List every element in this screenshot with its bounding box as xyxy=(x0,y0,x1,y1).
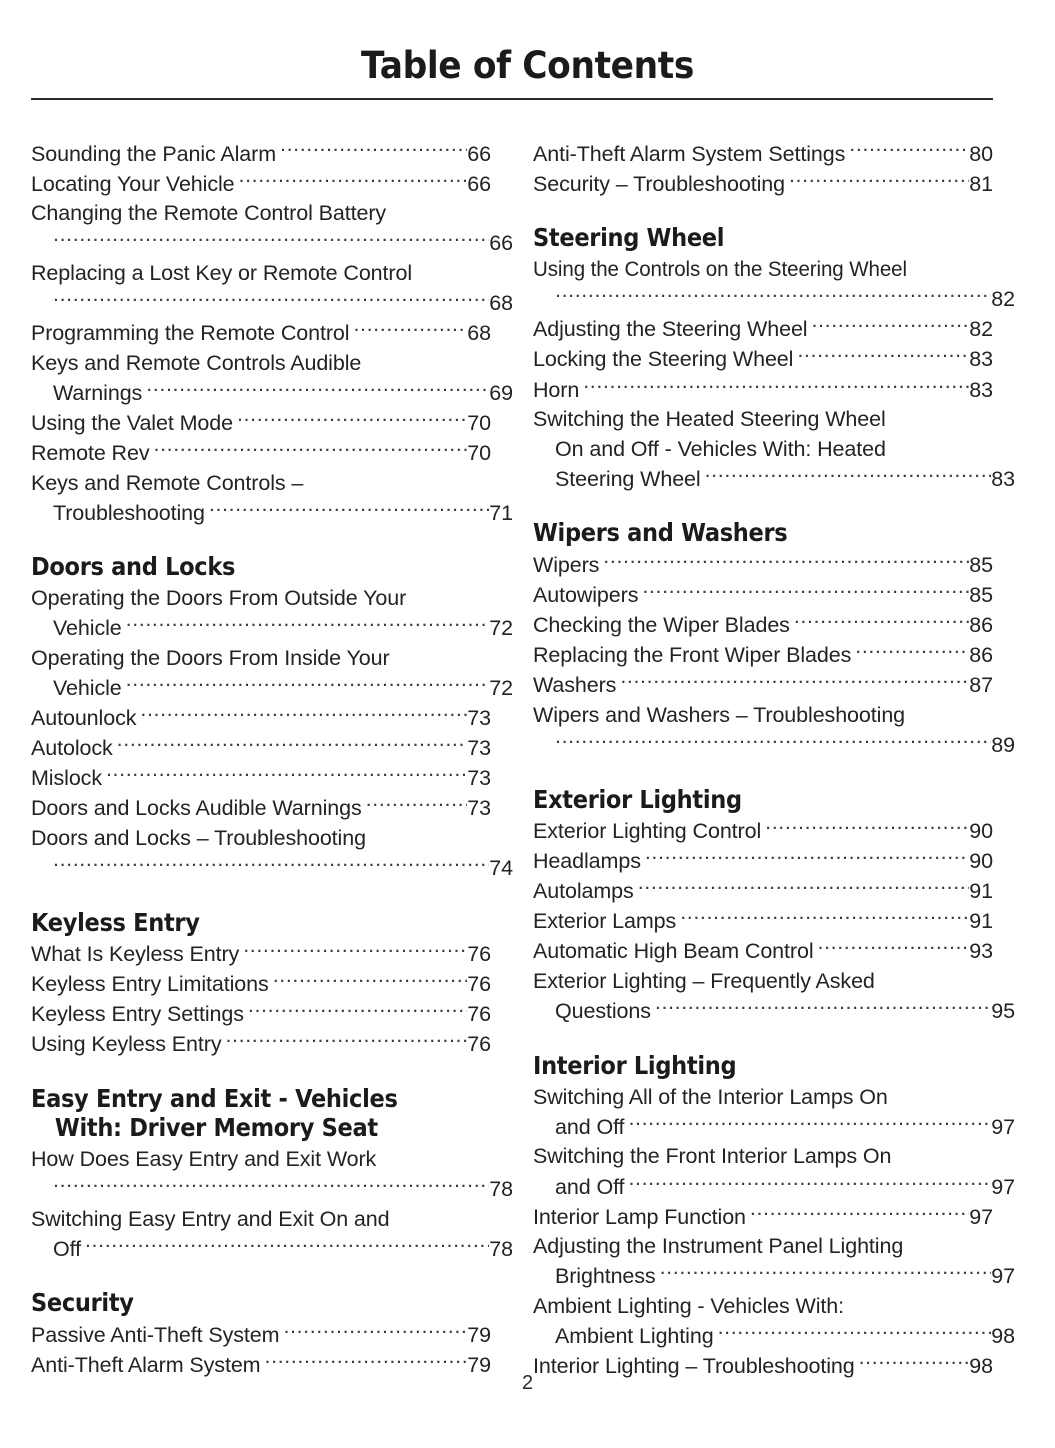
toc-page-number: 78 xyxy=(489,1236,513,1261)
toc-page-number: 73 xyxy=(467,706,491,731)
dot-leader xyxy=(642,581,969,603)
toc-page-number: 90 xyxy=(969,819,993,844)
dot-leader xyxy=(705,464,992,486)
dot-leader xyxy=(797,345,969,367)
toc-column-right xyxy=(533,139,1015,1382)
toc-entry-title: Steering Wheel xyxy=(555,466,701,491)
dot-leader xyxy=(859,1352,970,1374)
dot-leader xyxy=(280,139,467,161)
toc-page-number: 89 xyxy=(991,733,1015,757)
dot-leader xyxy=(794,611,969,633)
dot-leader xyxy=(154,438,468,460)
dot-leader xyxy=(273,970,468,992)
toc-entry-last-line xyxy=(533,997,1015,1027)
section-heading-text: Exterior Lighting xyxy=(533,784,742,814)
dot-leader xyxy=(645,847,969,869)
toc-entry-last-line xyxy=(31,854,513,884)
toc-entry-last-line xyxy=(31,614,513,644)
toc-page-number: 91 xyxy=(969,879,993,904)
toc-page-number: 90 xyxy=(969,849,993,874)
toc-page-number: 76 xyxy=(467,942,491,967)
toc-entry-line: Operating the Doors From Inside Your xyxy=(31,645,390,670)
toc-entry[interactable] xyxy=(533,345,993,375)
toc-entry-last-line xyxy=(31,734,491,764)
toc-entry[interactable] xyxy=(31,704,491,734)
toc-entry-title: Autounlock xyxy=(31,706,137,731)
toc-entry-title: Ambient Lighting xyxy=(555,1324,714,1348)
toc-entry-last-line xyxy=(533,847,993,877)
toc-page-number: 79 xyxy=(467,1353,491,1377)
toc-entry[interactable] xyxy=(533,967,1015,1027)
toc-page-number: 66 xyxy=(467,141,491,166)
toc-entry[interactable] xyxy=(533,550,993,580)
toc-entry-last-line xyxy=(31,288,513,318)
toc-entry[interactable] xyxy=(533,937,993,967)
section-heading-text: Keyless Entry xyxy=(31,907,200,937)
toc-entry-last-line xyxy=(533,1262,1015,1292)
dot-leader xyxy=(811,315,969,337)
toc-entry-last-line xyxy=(533,641,993,671)
toc-entry-last-line xyxy=(533,1202,993,1232)
toc-entry-line: Operating the Doors From Outside Your xyxy=(31,586,407,611)
toc-page-number: 97 xyxy=(991,1174,1015,1199)
toc-entry-line: How Does Easy Entry and Exit Work xyxy=(31,1147,377,1172)
toc-entry-last-line xyxy=(533,937,993,967)
toc-entry-last-line xyxy=(31,408,491,438)
toc-page-number: 91 xyxy=(969,909,993,934)
toc-entry-title: Security – Troubleshooting xyxy=(533,171,785,196)
toc-entry-line: Keys and Remote Controls – xyxy=(31,470,304,495)
toc-column-left xyxy=(31,139,513,1381)
toc-entry[interactable] xyxy=(31,794,491,824)
toc-entry-title: Autolock xyxy=(31,736,113,761)
toc-page-number: 72 xyxy=(489,616,513,641)
toc-entry-title: Keyless Entry Settings xyxy=(31,1002,244,1027)
section-heading xyxy=(533,223,993,252)
dot-leader xyxy=(146,378,489,400)
toc-entry-last-line xyxy=(31,169,491,199)
toc-entry-title: Horn xyxy=(533,377,580,402)
toc-page-number: 66 xyxy=(489,231,513,256)
toc-entry[interactable] xyxy=(533,1202,993,1232)
toc-entry[interactable] xyxy=(31,349,513,409)
toc-page-number: 76 xyxy=(467,1002,491,1027)
toc-entry-title: Replacing the Front Wiper Blades xyxy=(533,643,852,668)
toc-page-number: 85 xyxy=(969,552,993,577)
dot-leader xyxy=(765,817,969,839)
toc-entry[interactable] xyxy=(31,584,513,644)
toc-entry-last-line xyxy=(31,970,491,1000)
toc-entry-title: Using the Valet Mode xyxy=(31,410,233,435)
toc-entry-title: Headlamps xyxy=(533,849,641,874)
toc-entry-line: Adjusting the Instrument Panel Lighting xyxy=(533,1234,904,1259)
dot-leader xyxy=(117,734,468,756)
dot-leader xyxy=(680,907,969,929)
section-heading-text: Doors and Locks xyxy=(31,552,236,582)
dot-leader xyxy=(818,937,970,959)
dot-leader xyxy=(603,550,969,572)
toc-entry-last-line xyxy=(533,550,993,580)
toc-entry-last-line xyxy=(31,940,491,970)
section-heading-text: Interior Lighting xyxy=(533,1050,737,1080)
toc-page-number: 97 xyxy=(969,1204,993,1229)
toc-entry-last-line xyxy=(31,794,491,824)
toc-entry[interactable] xyxy=(533,907,993,937)
toc-entry-last-line xyxy=(533,1172,1015,1202)
toc-entry-title: Sounding the Panic Alarm xyxy=(31,141,277,166)
toc-entry-last-line xyxy=(533,375,993,405)
toc-entry-line: Switching the Heated Steering Wheel xyxy=(533,407,886,432)
toc-entry-last-line xyxy=(533,907,993,937)
toc-entry-line: On and Off - Vehicles With: Heated xyxy=(555,436,886,461)
section-heading xyxy=(533,785,993,814)
toc-entry-title: Passive Anti-Theft System xyxy=(31,1322,280,1347)
toc-entry-title: What Is Keyless Entry xyxy=(31,942,240,967)
dot-leader xyxy=(620,671,969,693)
toc-page-number: 68 xyxy=(467,321,491,346)
toc-entry-title: Warnings xyxy=(53,380,143,405)
toc-entry-title: Mislock xyxy=(31,766,102,791)
toc-entry[interactable] xyxy=(533,1292,1015,1352)
section-heading-text: Wipers and Washers xyxy=(533,518,788,548)
toc-page-number: 98 xyxy=(991,1324,1015,1348)
toc-entry-last-line xyxy=(533,139,993,169)
toc-page-number: 73 xyxy=(467,736,491,761)
dot-leader xyxy=(283,1320,467,1342)
dot-leader xyxy=(628,1112,991,1134)
toc-page-number: 81 xyxy=(969,171,993,196)
toc-entry-last-line xyxy=(533,611,993,641)
section-heading xyxy=(31,1288,491,1317)
toc-entry[interactable] xyxy=(533,169,993,199)
toc-entry-title: Questions xyxy=(555,999,651,1024)
toc-entry[interactable] xyxy=(31,169,491,199)
toc-page-number: 76 xyxy=(467,972,491,997)
toc-entry[interactable] xyxy=(31,199,513,259)
section-heading-text: Security xyxy=(31,1288,134,1318)
toc-entry[interactable] xyxy=(31,438,491,468)
toc-entry[interactable] xyxy=(533,375,993,405)
dot-leader xyxy=(265,1351,468,1373)
page-title: Table of Contents xyxy=(361,44,694,87)
toc-entry-last-line xyxy=(31,1234,513,1264)
toc-page-number: 86 xyxy=(969,613,993,638)
toc-entry-title: and Off xyxy=(555,1174,625,1199)
toc-page-number: 71 xyxy=(489,500,513,525)
toc-page-number: 83 xyxy=(969,347,993,372)
dot-leader xyxy=(366,794,468,816)
toc-entry-last-line xyxy=(533,315,993,345)
toc-entry-line: Using the Controls on the Steering Wheel xyxy=(533,257,907,282)
toc-entry[interactable] xyxy=(533,671,993,701)
dot-leader xyxy=(126,674,490,696)
toc-entry-last-line xyxy=(533,345,993,375)
section-heading xyxy=(533,518,993,547)
toc-entry-line: Replacing a Lost Key or Remote Control xyxy=(31,260,413,285)
toc-entry[interactable] xyxy=(533,847,993,877)
toc-entry-last-line xyxy=(533,1112,1015,1142)
toc-entry-last-line xyxy=(31,229,513,259)
toc-entry[interactable] xyxy=(31,469,513,529)
toc-page-number: 78 xyxy=(489,1177,513,1202)
toc-entry-title: Adjusting the Steering Wheel xyxy=(533,317,808,342)
toc-entry-title: Checking the Wiper Blades xyxy=(533,613,790,638)
toc-entry-line: Changing the Remote Control Battery xyxy=(31,201,387,226)
dot-leader xyxy=(239,169,468,191)
toc-entry[interactable] xyxy=(533,405,1015,494)
toc-entry-title: Off xyxy=(53,1236,81,1261)
toc-entry-title: and Off xyxy=(555,1114,625,1139)
toc-entry-last-line xyxy=(533,169,993,199)
toc-entry-line: Wipers and Washers – Troubleshooting xyxy=(533,702,906,727)
section-heading xyxy=(31,908,491,937)
dot-leader xyxy=(53,288,489,310)
dot-leader xyxy=(353,319,467,341)
toc-page-number: 83 xyxy=(969,377,993,402)
dot-leader xyxy=(53,854,489,876)
dot-leader xyxy=(53,229,489,251)
dot-leader xyxy=(53,1175,489,1197)
toc-entry-title: Exterior Lamps xyxy=(533,909,677,934)
toc-entry-last-line xyxy=(533,1322,1015,1352)
toc-page-number: 97 xyxy=(991,1114,1015,1139)
dot-leader xyxy=(85,1234,489,1256)
toc-entry-line: Exterior Lighting – Frequently Asked xyxy=(533,969,875,994)
dot-leader xyxy=(555,731,991,753)
toc-page-number: 66 xyxy=(467,171,491,196)
toc-entry-title: Wipers xyxy=(533,552,600,577)
toc-page-number: 79 xyxy=(467,1322,491,1347)
toc-entry[interactable] xyxy=(31,1205,513,1265)
toc-entry-title: Interior Lamp Function xyxy=(533,1204,746,1229)
dot-leader xyxy=(126,614,490,636)
toc-entry-line: Keys and Remote Controls Audible xyxy=(31,350,362,375)
toc-page-number: 73 xyxy=(467,796,491,821)
toc-page-number: 95 xyxy=(991,999,1015,1024)
toc-entry-title: Automatic High Beam Control xyxy=(533,939,814,964)
toc-page-number: 68 xyxy=(489,290,513,315)
toc-entry-last-line xyxy=(533,817,993,847)
toc-entry[interactable] xyxy=(31,259,513,319)
dot-leader xyxy=(237,408,467,430)
toc-entry[interactable] xyxy=(31,1000,491,1030)
toc-entry[interactable] xyxy=(533,877,993,907)
title-divider xyxy=(31,98,993,100)
dot-leader xyxy=(628,1172,991,1194)
section-heading-text: Easy Entry and Exit - Vehicles xyxy=(31,1084,398,1114)
toc-page-number: 93 xyxy=(969,939,993,964)
toc-entry[interactable] xyxy=(31,1030,491,1060)
toc-entry-title: Doors and Locks Audible Warnings xyxy=(31,796,362,821)
toc-entry[interactable] xyxy=(31,1145,513,1205)
toc-entry[interactable] xyxy=(31,319,491,349)
dot-leader xyxy=(209,498,489,520)
dot-leader xyxy=(140,704,467,726)
dot-leader xyxy=(583,375,969,397)
toc-page-number: 70 xyxy=(467,440,491,465)
section-heading-text: Steering Wheel xyxy=(533,223,725,253)
toc-entry-last-line xyxy=(533,877,993,907)
toc-entry-title: Remote Rev xyxy=(31,440,150,465)
dot-leader xyxy=(655,997,991,1019)
toc-entry[interactable] xyxy=(533,701,1015,761)
toc-entry[interactable] xyxy=(533,315,993,345)
toc-entry-last-line xyxy=(31,1175,513,1205)
toc-entry-title: Autowipers xyxy=(533,583,639,608)
toc-page-number: 72 xyxy=(489,676,513,700)
toc-page-number: 86 xyxy=(969,643,993,668)
toc-entry-title: Brightness xyxy=(555,1264,656,1289)
dot-leader xyxy=(243,940,467,962)
toc-page-number: 80 xyxy=(969,141,993,166)
toc-entry-last-line xyxy=(31,1030,491,1060)
toc-entry[interactable] xyxy=(533,581,993,611)
toc-entry-last-line xyxy=(31,674,513,704)
toc-entry-title: Anti-Theft Alarm System xyxy=(31,1353,261,1377)
dot-leader xyxy=(855,641,969,663)
dot-leader xyxy=(555,285,991,307)
toc-entry[interactable] xyxy=(533,641,993,671)
toc-entry-title: Anti-Theft Alarm System Settings xyxy=(533,141,846,166)
toc-entry[interactable] xyxy=(31,970,491,1000)
toc-entry-title: Using Keyless Entry xyxy=(31,1032,222,1057)
dot-leader xyxy=(660,1262,992,1284)
section-heading-text-continued: With: Driver Memory Seat xyxy=(54,1113,378,1143)
toc-entry-last-line xyxy=(31,319,491,349)
toc-entry[interactable] xyxy=(31,940,491,970)
toc-entry[interactable] xyxy=(31,408,491,438)
section-heading xyxy=(31,1084,491,1142)
toc-entry[interactable] xyxy=(31,764,491,794)
toc-entry-title: Keyless Entry Limitations xyxy=(31,972,269,997)
toc-page-number: 82 xyxy=(991,287,1015,312)
toc-entry-title: Locking the Steering Wheel xyxy=(533,347,794,372)
toc-entry[interactable] xyxy=(31,734,491,764)
toc-entry[interactable] xyxy=(533,817,993,847)
page-number: 2 xyxy=(521,1372,534,1394)
toc-entry[interactable] xyxy=(533,139,993,169)
toc-entry-line: Switching Easy Entry and Exit On and xyxy=(31,1206,390,1231)
toc-entry-title: Washers xyxy=(533,673,617,698)
section-heading xyxy=(31,552,491,581)
toc-page-number: 69 xyxy=(489,380,513,405)
toc-entry[interactable] xyxy=(31,824,513,884)
toc-entry-title: Vehicle xyxy=(53,616,122,641)
toc-entry-last-line xyxy=(533,285,1015,315)
toc-entry[interactable] xyxy=(533,611,993,641)
toc-entry-line: Doors and Locks – Troubleshooting xyxy=(31,825,366,850)
toc-entry-title: Autolamps xyxy=(533,879,634,904)
toc-entry-last-line xyxy=(31,498,513,528)
toc-entry[interactable] xyxy=(31,644,513,704)
toc-entry[interactable] xyxy=(31,139,491,169)
toc-entry[interactable] xyxy=(31,1320,491,1350)
toc-entry[interactable] xyxy=(533,255,1015,315)
toc-entry-title: Programming the Remote Control xyxy=(31,321,350,346)
toc-entry[interactable] xyxy=(533,1142,1015,1202)
toc-page-number: 87 xyxy=(969,673,993,698)
toc-entry-line: Ambient Lighting - Vehicles With: xyxy=(533,1293,844,1318)
toc-entry-last-line xyxy=(533,731,1015,761)
dot-leader xyxy=(789,169,969,191)
section-heading xyxy=(533,1051,993,1080)
dot-leader xyxy=(718,1322,992,1344)
toc-entry-title: Interior Lighting – Troubleshooting xyxy=(533,1354,855,1379)
toc-page-number: 76 xyxy=(467,1032,491,1057)
toc-page-number: 74 xyxy=(489,856,513,881)
dot-leader xyxy=(248,1000,467,1022)
toc-entry-last-line xyxy=(533,464,1015,494)
toc-entry-last-line xyxy=(31,139,491,169)
toc-entry-last-line xyxy=(31,704,491,734)
toc-entry-last-line xyxy=(31,438,491,468)
toc-entry-title: Exterior Lighting Control xyxy=(533,819,762,844)
toc-entry[interactable] xyxy=(533,1232,1015,1292)
toc-entry-last-line xyxy=(31,1320,491,1350)
toc-page-number: 73 xyxy=(467,766,491,791)
toc-entry-title: Locating Your Vehicle xyxy=(31,171,235,196)
toc-entry-title: Vehicle xyxy=(53,676,122,700)
toc-entry-last-line xyxy=(31,1000,491,1030)
toc-page-number: 82 xyxy=(969,317,993,342)
toc-page-number: 97 xyxy=(991,1264,1015,1289)
toc-page-number: 70 xyxy=(467,410,491,435)
dot-leader xyxy=(849,139,969,161)
dot-leader xyxy=(750,1202,969,1224)
toc-entry-title: Troubleshooting xyxy=(53,500,205,525)
toc-entry-last-line xyxy=(533,671,993,701)
toc-entry-last-line xyxy=(533,581,993,611)
toc-entry-last-line xyxy=(31,378,513,408)
dot-leader xyxy=(106,764,467,786)
dot-leader xyxy=(225,1030,467,1052)
toc-page-number: 98 xyxy=(969,1354,993,1379)
dot-leader xyxy=(638,877,970,899)
toc-page-number: 83 xyxy=(991,466,1015,491)
toc-page-number: 85 xyxy=(969,583,993,608)
toc-entry-line: Switching All of the Interior Lamps On xyxy=(533,1084,888,1109)
toc-entry-last-line xyxy=(31,764,491,794)
toc-entry[interactable] xyxy=(533,1083,1015,1143)
toc-entry-line: Switching the Front Interior Lamps On xyxy=(533,1144,892,1169)
